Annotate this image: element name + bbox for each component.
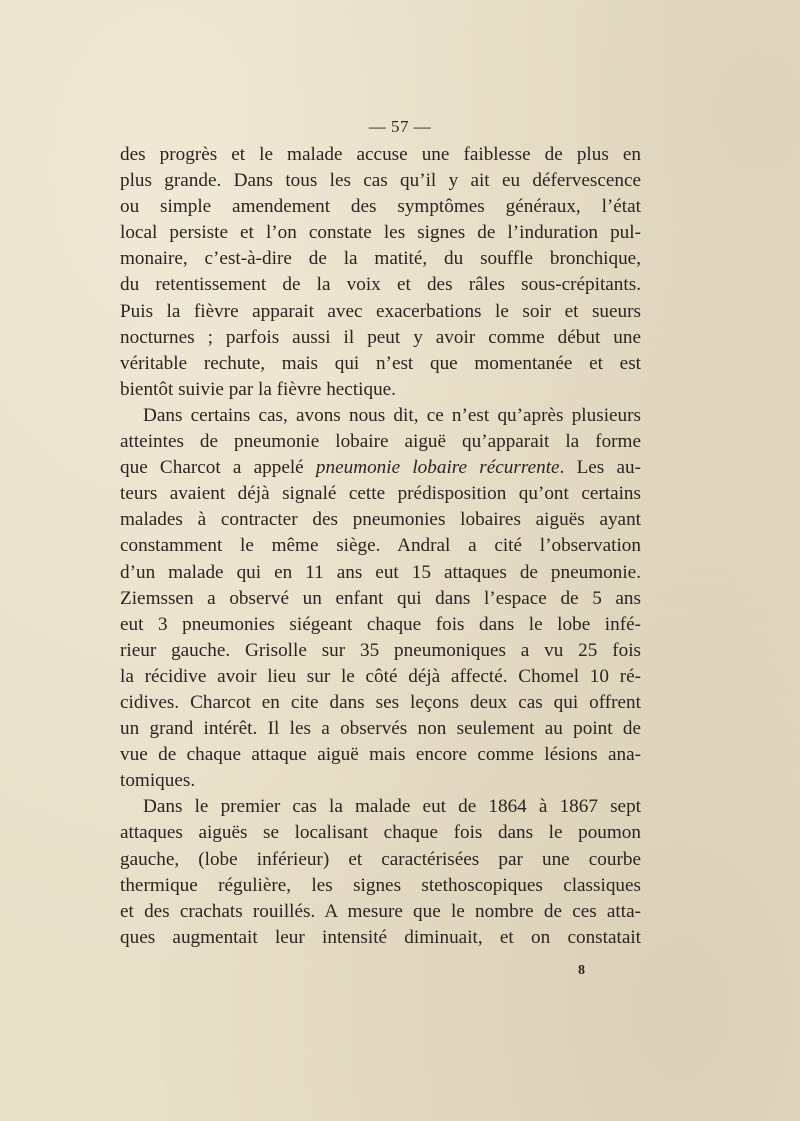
text-line: monaire, c’est-à-dire de la matité, du souffle bronchique,: [120, 248, 641, 270]
text-line: local persiste et l’on constate les signes de l’induration pul-: [120, 222, 641, 244]
text-line: et des crachats rouillés. A mesure que le nombre de ces atta-: [120, 900, 641, 922]
text-line: constamment le même siège. Andral a cité l’observation: [120, 535, 641, 557]
text-line: bientôt suivie par la fièvre hectique.: [120, 378, 396, 400]
text-line: thermique régulière, les signes stethoscopiques classiques: [120, 874, 641, 896]
text-line: un grand intérêt. Il les a observés non seulement au point de: [120, 718, 641, 740]
text-segment: . Les au-: [559, 457, 641, 479]
text-line: attaques aiguës se localisant chaque fois dans le poumon: [120, 822, 641, 844]
text-line: nocturnes ; parfois aussi il peut y avoir comme début une: [120, 326, 641, 348]
text-line: vue de chaque attaque aiguë mais encore comme lésions ana-: [120, 744, 641, 766]
signature-mark: 8: [578, 963, 585, 978]
italic-term: pneumonie lobaire récurrente: [315, 457, 560, 479]
text-line: gauche, (lobe inférieur) et caractérisées par une courbe: [120, 848, 641, 870]
text-line: tomiques.: [120, 770, 196, 792]
text-line: des progrès et le malade accuse une faiblesse de plus en: [120, 144, 641, 165]
text-line: cidives. Charcot en cite dans ses leçons deux cas qui offrent: [120, 691, 641, 713]
text-line: rieur gauche. Grisolle sur 35 pneumoniques a vu 25 fois: [120, 639, 641, 661]
text-line: Puis la fièvre apparait avec exacerbations le soir et sueurs: [120, 300, 641, 322]
paragraph-start-line: Dans certains cas, avons nous dit, ce n’est qu’après plusieurs: [143, 404, 641, 426]
body-text: [120, 142, 641, 951]
page-number: — 57 —: [368, 117, 432, 136]
text-line: atteintes de pneumonie lobaire aiguë qu’apparait la forme: [120, 431, 641, 453]
text-line: la récidive avoir lieu sur le côté déjà affecté. Chomel 10 ré-: [120, 665, 641, 687]
text-line-with-term: [120, 455, 641, 481]
paragraph-start-line: Dans le premier cas la malade eut de 1864 à 1867 sept: [143, 796, 641, 818]
text-line: Ziemssen a observé un enfant qui dans l’espace de 5 ans: [120, 587, 641, 609]
text-line: ou simple amendement des symptômes généraux, l’état: [120, 196, 641, 218]
text-line: malades à contracter des pneumonies lobaires aiguës ayant: [120, 509, 641, 531]
text-line: plus grande. Dans tous les cas qu’il y ait eu défervescence: [120, 170, 641, 192]
text-line: ques augmentait leur intensité diminuait, et on constatait: [120, 926, 641, 948]
text-line: du retentissement de la voix et des râles sous-crépitants.: [120, 274, 641, 296]
text-line: teurs avaient déjà signalé cette prédisposition qu’ont certains: [120, 483, 641, 505]
text-line: d’un malade qui en 11 ans eut 15 attaques de pneumonie.: [120, 561, 641, 583]
text-segment: que Charcot a appelé: [120, 457, 316, 479]
text-line: véritable rechute, mais qui n’est que momentanée et est: [120, 352, 641, 374]
text-line: eut 3 pneumonies siégeant chaque fois dans le lobe infé-: [120, 613, 641, 635]
